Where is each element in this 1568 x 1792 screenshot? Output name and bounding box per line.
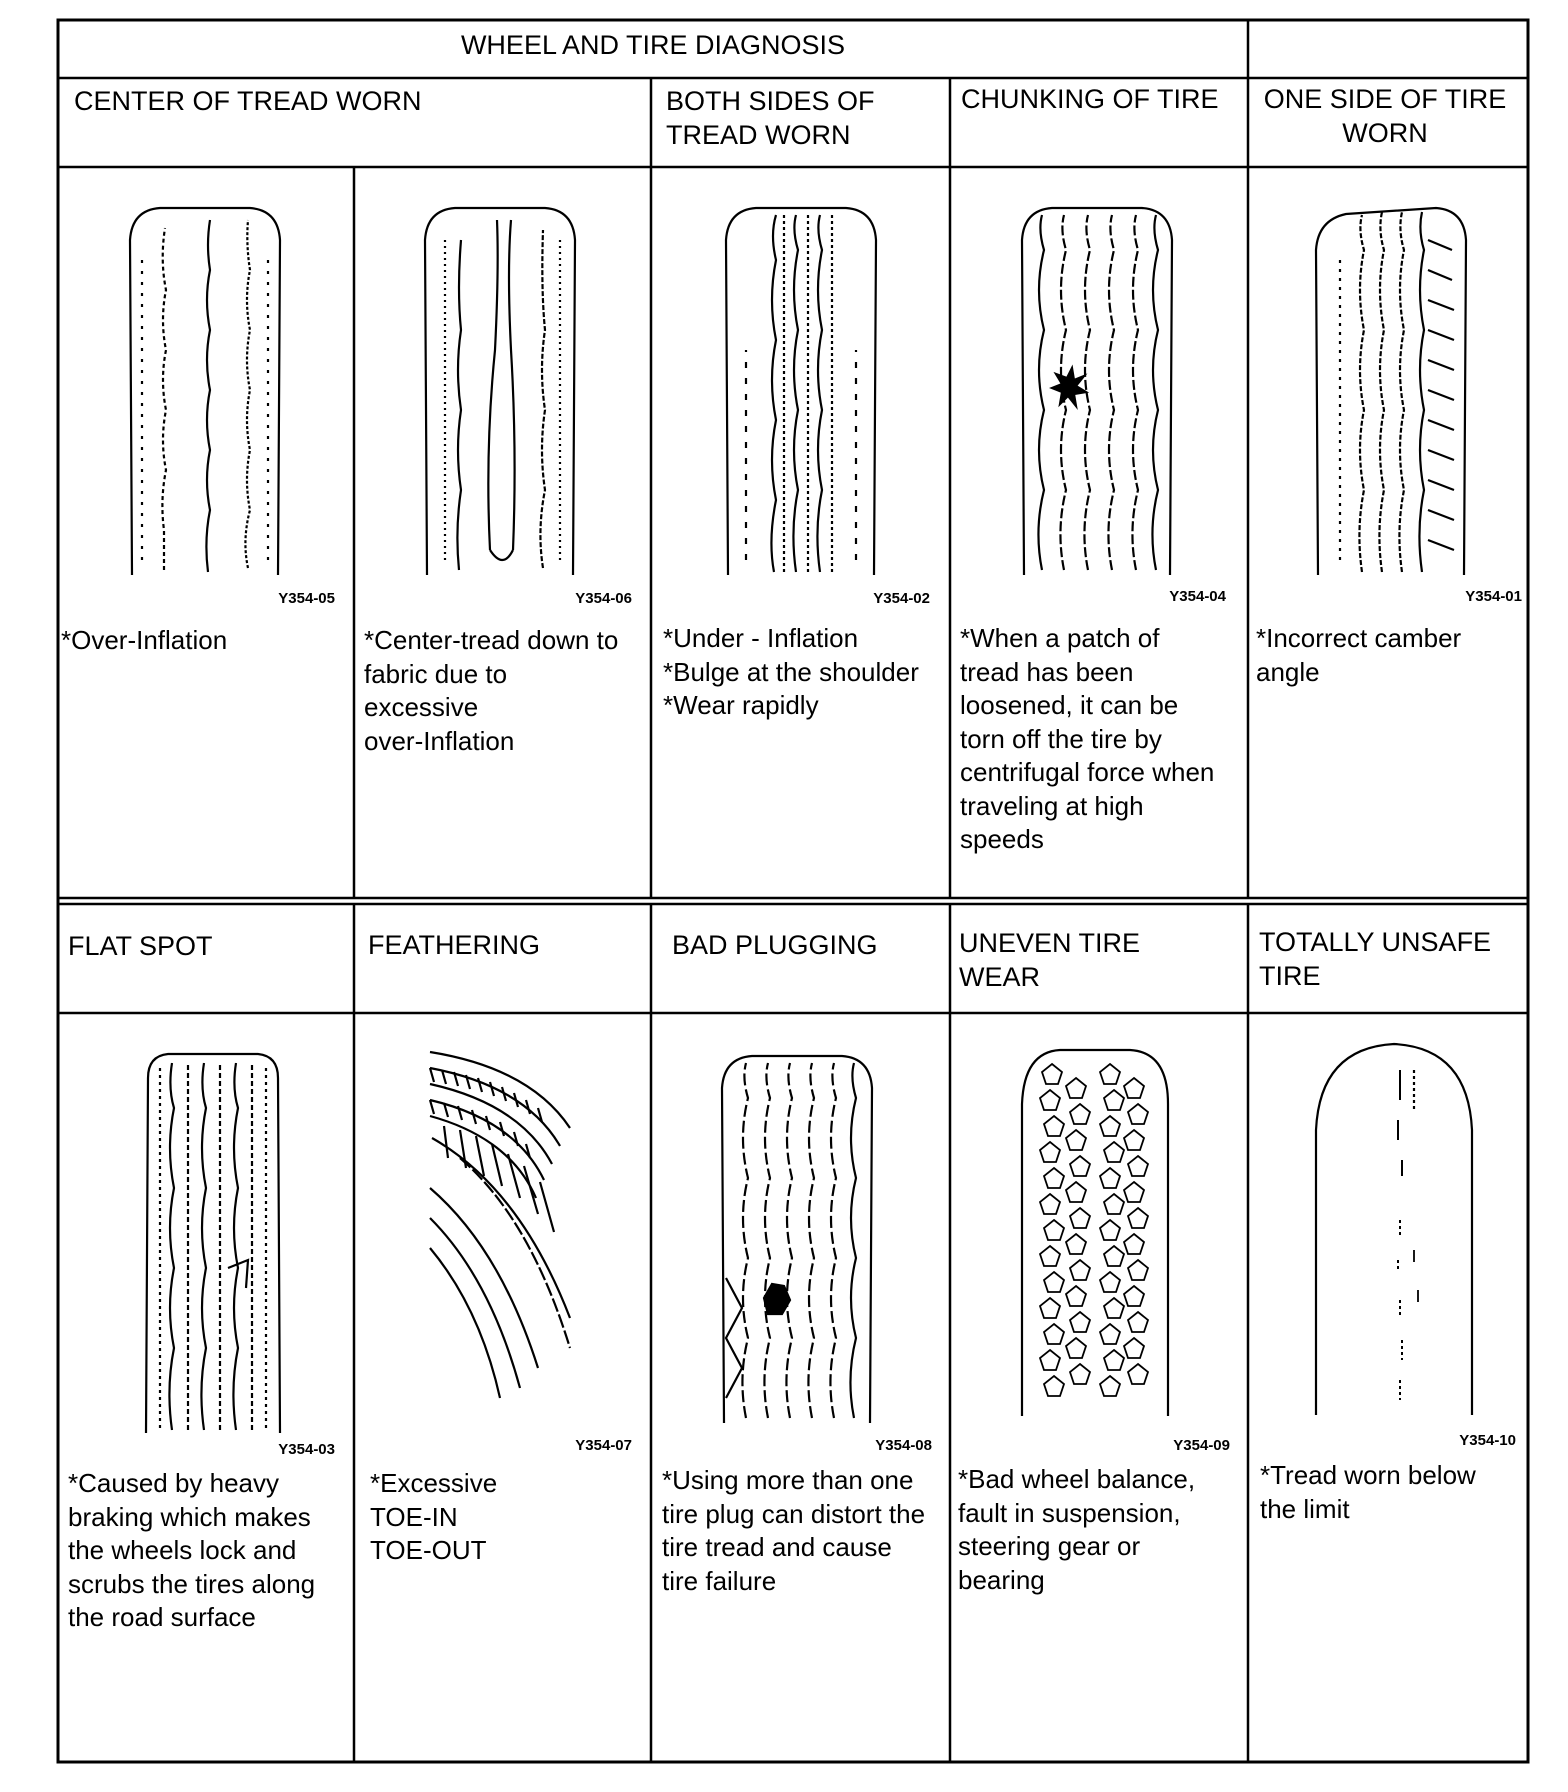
cause-description: *Excessive TOE-IN TOE-OUT <box>370 1468 498 1565</box>
header-both-sides-worn: BOTH SIDES OF TREAD WORN <box>666 86 875 150</box>
header-uneven-wear: UNEVEN TIRE WEAR <box>959 928 1141 992</box>
figure-code: Y354-06 <box>575 590 632 607</box>
header-unsafe-tire: TOTALLY UNSAFE TIRE <box>1259 927 1492 991</box>
cause-description: *Caused by heavy braking which makes the wheels lock and scrubs the tires along the road surface <box>68 1468 316 1632</box>
header-flat-spot: FLAT SPOT <box>68 931 213 961</box>
under-inflated-tire-illustration <box>716 200 886 580</box>
header-bad-plugging: BAD PLUGGING <box>672 930 878 960</box>
bad-plugging-tire-illustration <box>712 1048 882 1428</box>
cause-description: *Incorrect camber angle <box>1256 623 1462 687</box>
header-center-tread-worn: CENTER OF TREAD WORN <box>74 86 422 116</box>
figure-code: Y354-09 <box>1173 1437 1230 1454</box>
cause-description: *Center-tread down to fabric due to excessive over-Inflation <box>364 625 619 756</box>
uneven-wear-tire-illustration <box>1010 1044 1180 1424</box>
chunking-tire-illustration <box>1012 200 1182 580</box>
flat-spot-tire-illustration <box>138 1048 288 1438</box>
cause-description: *Under - Inflation *Bulge at the shoulder *Wear rapidly <box>663 623 919 720</box>
excessive-over-inflated-tire-illustration <box>415 200 585 580</box>
cause-description: *When a patch of tread has been loosened, it can be torn off the tire by centrifugal force when traveling at high speeds <box>960 623 1215 854</box>
figure-code: Y354-04 <box>1169 588 1226 605</box>
cause-description: *Tread worn below the limit <box>1260 1460 1476 1524</box>
figure-code: Y354-01 <box>1465 588 1522 605</box>
header-feathering: FEATHERING <box>368 930 541 960</box>
header-one-side-worn: ONE SIDE OF TIRE WORN <box>1263 84 1507 148</box>
feathering-tire-illustration <box>420 1048 600 1408</box>
header-chunking: CHUNKING OF TIRE <box>961 84 1219 114</box>
chart-title: WHEEL AND TIRE DIAGNOSIS <box>460 30 846 60</box>
over-inflated-tire-illustration <box>120 200 290 580</box>
figure-code: Y354-05 <box>278 590 335 607</box>
figure-code: Y354-02 <box>873 590 930 607</box>
figure-code: Y354-07 <box>575 1437 632 1454</box>
cause-description: *Over-Inflation <box>61 625 228 655</box>
bald-tire-illustration <box>1304 1040 1484 1420</box>
figure-code: Y354-10 <box>1459 1432 1516 1449</box>
figure-code: Y354-03 <box>278 1441 335 1458</box>
cause-description: *Using more than one tire plug can distort the tire tread and cause tire failure <box>662 1465 926 1596</box>
figure-code: Y354-08 <box>875 1437 932 1454</box>
camber-wear-tire-illustration <box>1306 200 1476 580</box>
cause-description: *Bad wheel balance, fault in suspension, steering gear or bearing <box>958 1464 1196 1595</box>
